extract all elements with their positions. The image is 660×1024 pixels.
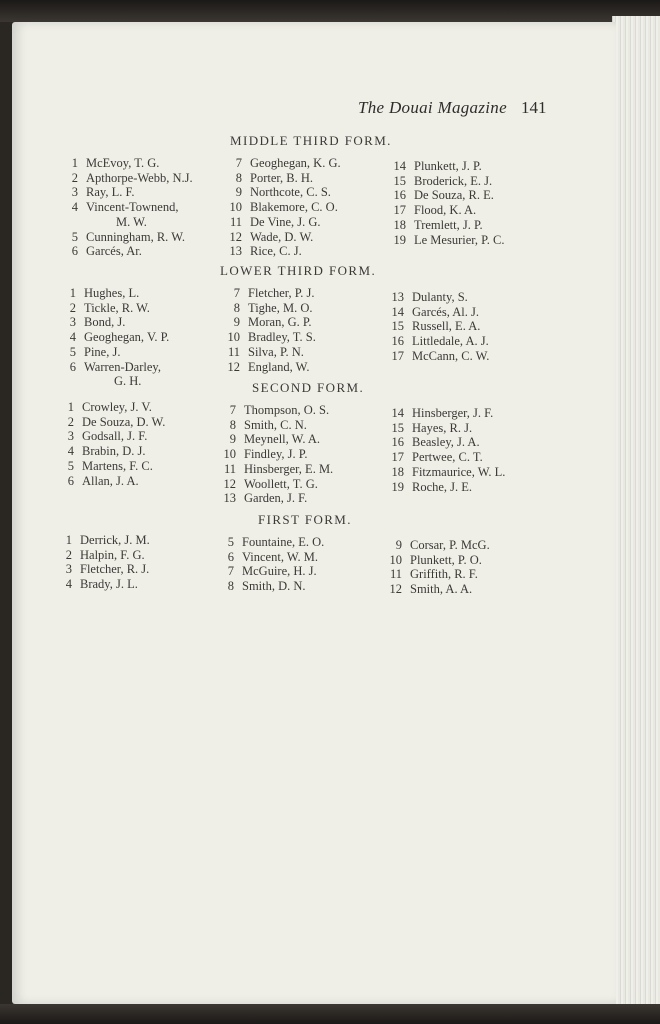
- entry-number: 15: [393, 173, 406, 188]
- entry-name: McCann, C. W.: [412, 348, 490, 363]
- list-item: [214, 564, 317, 579]
- list-item: [54, 459, 153, 474]
- entry-number: 2: [65, 547, 72, 562]
- list-item: [52, 577, 138, 592]
- entry-name: Porter, B. H.: [250, 170, 314, 185]
- entry-number: 13: [229, 244, 242, 259]
- entry-name: Beasley, J. A.: [412, 435, 480, 450]
- entry-name: Brabin, D. J.: [82, 444, 146, 459]
- entry-number: 19: [391, 479, 404, 494]
- list-item: [54, 444, 146, 459]
- list-item: [214, 550, 318, 565]
- entry-number: 3: [65, 562, 72, 577]
- entry-number: 5: [67, 458, 74, 473]
- entry-name: Le Mesurier, P. C.: [414, 232, 505, 247]
- entry-number: 7: [233, 286, 240, 300]
- entry-name: Tremlett, J. P.: [414, 217, 483, 232]
- entry-name: Garden, J. F.: [244, 491, 308, 506]
- list-item: [54, 400, 152, 415]
- entry-name: Roche, J. E.: [412, 479, 473, 494]
- entry-number: 7: [229, 403, 236, 417]
- entry-number: 7: [235, 156, 242, 170]
- list-item: [216, 432, 320, 447]
- list-item: [54, 429, 147, 444]
- list-item: [56, 374, 141, 389]
- entry-number: 5: [227, 535, 234, 549]
- list-item: [386, 218, 483, 233]
- entry-name: Fletcher, R. J.: [80, 562, 150, 577]
- list-item: [384, 406, 493, 421]
- list-item: [386, 233, 504, 248]
- entry-number: 5: [69, 344, 76, 359]
- entry-name: Apthorpe-Webb, N.J.: [86, 170, 193, 185]
- entry-name: Geoghegan, V. P.: [84, 330, 170, 345]
- list-item: [220, 345, 304, 360]
- list-item: [222, 200, 338, 215]
- entry-number: 10: [223, 447, 236, 462]
- entry-name: Derrick, J. M.: [80, 533, 150, 547]
- entry-number: 10: [389, 552, 402, 567]
- entry-number: 11: [227, 344, 240, 359]
- entry-name: Plunkett, P. O.: [410, 552, 482, 567]
- entry-name: Martens, F. C.: [82, 458, 153, 473]
- entry-number: 19: [393, 232, 406, 247]
- entry-name: Cunningham, R. W.: [86, 229, 185, 244]
- form-title: FIRST FORM.: [258, 512, 352, 527]
- list-item: [58, 230, 185, 245]
- entry-number: 8: [235, 170, 242, 185]
- list-item: [220, 286, 315, 301]
- list-item: [222, 185, 331, 200]
- entry-name: Moran, G. P.: [248, 315, 312, 330]
- entry-number: 6: [71, 244, 78, 259]
- list-item: [386, 188, 494, 203]
- list-item: [56, 345, 120, 360]
- entry-name: Hinsberger, E. M.: [244, 461, 334, 476]
- list-item: [56, 301, 150, 316]
- entry-number: 9: [229, 432, 236, 447]
- entry-name: Meynell, W. A.: [244, 432, 321, 447]
- list-item: [386, 174, 492, 189]
- list-item: [382, 582, 472, 597]
- list-item: [222, 171, 313, 186]
- list-item: [56, 360, 161, 375]
- list-item: [216, 477, 318, 492]
- list-item: [214, 579, 306, 594]
- entry-name: Blakemore, C. O.: [250, 200, 338, 215]
- list-item: [58, 244, 142, 259]
- entry-name: De Souza, R. E.: [414, 188, 494, 203]
- entry-number: 3: [69, 315, 76, 330]
- entry-number: 12: [389, 582, 402, 597]
- entry-number: 2: [69, 300, 76, 315]
- entry-name: Smith, C. N.: [244, 417, 307, 432]
- list-item: [220, 315, 312, 330]
- list-item: [58, 200, 178, 215]
- entry-name: Warren-Darley,: [84, 359, 161, 374]
- entry-number: 1: [71, 156, 78, 170]
- entry-number: 8: [233, 300, 240, 315]
- list-item: [216, 418, 307, 433]
- list-item: [220, 301, 312, 316]
- entry-number: 10: [229, 200, 242, 215]
- list-item: [216, 491, 307, 506]
- entry-name: Garcés, Ar.: [86, 244, 142, 259]
- list-item: [214, 535, 324, 550]
- list-item: [54, 474, 139, 489]
- entry-number: 8: [227, 579, 234, 594]
- list-item: [384, 435, 480, 450]
- list-item: [222, 230, 313, 245]
- entry-number: 12: [227, 359, 240, 374]
- entry-number: 6: [69, 359, 76, 374]
- entry-name: G. H.: [114, 374, 142, 389]
- entry-number: 3: [67, 429, 74, 444]
- entry-number: 18: [391, 464, 404, 479]
- entry-name: Bradley, T. S.: [248, 330, 316, 345]
- entry-name: Thompson, O. S.: [244, 403, 330, 417]
- entry-number: 10: [227, 330, 240, 345]
- list-item: [386, 159, 482, 174]
- entry-number: 12: [223, 476, 236, 491]
- entry-number: 15: [391, 420, 404, 435]
- entry-number: 6: [227, 549, 234, 564]
- entry-name: Findley, J. P.: [244, 447, 308, 462]
- entry-name: Hayes, R. J.: [412, 420, 473, 435]
- entry-number: 5: [71, 229, 78, 244]
- entry-number: 1: [65, 533, 72, 547]
- list-item: [220, 360, 309, 375]
- entry-number: 13: [391, 290, 404, 304]
- entry-number: 11: [389, 567, 402, 582]
- entry-name: Fountaine, E. O.: [242, 535, 325, 549]
- entry-number: 11: [229, 214, 242, 229]
- entry-number: 13: [223, 491, 236, 506]
- entry-name: Rice, C. J.: [250, 244, 302, 259]
- entry-name: Halpin, F. G.: [80, 547, 145, 562]
- list-item: [382, 538, 490, 553]
- entry-name: Plunkett, J. P.: [414, 159, 482, 173]
- entry-name: Pine, J.: [84, 344, 121, 359]
- entry-name: McEvoy, T. G.: [86, 156, 160, 170]
- list-item: [216, 447, 307, 462]
- entry-number: 12: [229, 229, 242, 244]
- magazine-title: The Douai Magazine: [358, 98, 507, 117]
- entry-number: 9: [395, 538, 402, 552]
- entry-name: Tickle, R. W.: [84, 300, 150, 315]
- entry-name: Littledale, A. J.: [412, 334, 489, 349]
- entry-number: 2: [71, 170, 78, 185]
- book-binding-top: [0, 0, 660, 22]
- entry-number: 17: [391, 450, 404, 465]
- entry-number: 14: [391, 406, 404, 420]
- entry-name: Griffith, R. F.: [410, 567, 478, 582]
- entry-name: Wade, D. W.: [250, 229, 314, 244]
- entry-name: Vincent, W. M.: [242, 549, 318, 564]
- list-item: [222, 244, 302, 259]
- list-item: [52, 562, 149, 577]
- list-item: [384, 465, 505, 480]
- list-item: [382, 553, 482, 568]
- form-title: LOWER THIRD FORM.: [220, 263, 377, 278]
- list-item: [56, 286, 139, 301]
- entry-name: Russell, E. A.: [412, 319, 481, 334]
- entry-number: 14: [393, 159, 406, 173]
- entry-number: 9: [233, 315, 240, 330]
- entry-number: 11: [223, 461, 236, 476]
- form-title: MIDDLE THIRD FORM.: [230, 133, 392, 148]
- entry-number: 4: [67, 444, 74, 459]
- list-item: [58, 156, 159, 171]
- entry-name: Corsar, P. McG.: [410, 538, 490, 552]
- list-item: [56, 330, 169, 345]
- list-item: [56, 315, 125, 330]
- entry-name: Tighe, M. O.: [248, 300, 313, 315]
- entry-name: M. W.: [116, 214, 147, 229]
- entry-name: Hughes, L.: [84, 286, 140, 300]
- entry-name: Smith, A. A.: [410, 582, 473, 597]
- entry-name: Northcote, C. S.: [250, 185, 331, 200]
- entry-name: De Souza, D. W.: [82, 414, 166, 429]
- entry-name: Hinsberger, J. F.: [412, 406, 494, 420]
- list-item: [58, 185, 135, 200]
- list-item: [52, 548, 145, 563]
- entry-name: Silva, P. N.: [248, 344, 304, 359]
- entry-number: 8: [229, 417, 236, 432]
- entry-number: 14: [391, 304, 404, 319]
- list-item: [222, 156, 341, 171]
- list-item: [384, 290, 468, 305]
- form-title: SECOND FORM.: [252, 380, 365, 395]
- running-header: [358, 98, 568, 118]
- entry-name: Fitzmaurice, W. L.: [412, 464, 506, 479]
- entry-name: Brady, J. L.: [80, 577, 138, 592]
- list-item: [384, 334, 489, 349]
- entry-name: Crowley, J. V.: [82, 400, 152, 414]
- entry-name: Woollett, T. G.: [244, 476, 318, 491]
- entry-number: 1: [69, 286, 76, 300]
- entry-name: McGuire, H. J.: [242, 564, 317, 579]
- entry-number: 2: [67, 414, 74, 429]
- entry-name: Dulanty, S.: [412, 290, 468, 304]
- entry-number: 15: [391, 319, 404, 334]
- entry-number: 4: [65, 577, 72, 592]
- entry-number: 4: [69, 330, 76, 345]
- entry-name: Pertwee, C. T.: [412, 450, 483, 465]
- list-item: [216, 403, 329, 418]
- entry-name: Ray, L. F.: [86, 185, 135, 200]
- list-item: [54, 415, 165, 430]
- entry-name: Smith, D. N.: [242, 579, 306, 594]
- entry-name: Godsall, J. F.: [82, 429, 148, 444]
- entry-name: Vincent-Townend,: [86, 200, 179, 215]
- entry-number: 6: [67, 473, 74, 488]
- list-item: [216, 462, 333, 477]
- entry-number: 18: [393, 217, 406, 232]
- entry-name: Broderick, E. J.: [414, 173, 493, 188]
- entry-name: De Vine, J. G.: [250, 214, 321, 229]
- list-item: [222, 215, 321, 230]
- entry-number: 1: [67, 400, 74, 414]
- list-item: [382, 567, 478, 582]
- entry-number: 4: [71, 200, 78, 215]
- list-item: [386, 203, 476, 218]
- entry-name: Fletcher, P. J.: [248, 286, 315, 300]
- entry-number: 16: [391, 334, 404, 349]
- list-item: [384, 349, 489, 364]
- page-edges: [612, 16, 660, 1008]
- list-item: [384, 480, 472, 495]
- list-item: [58, 215, 147, 230]
- list-item: [384, 421, 472, 436]
- list-item: [384, 450, 483, 465]
- list-item: [52, 533, 150, 548]
- page-number: 141: [520, 98, 547, 117]
- list-item: [384, 305, 479, 320]
- entry-name: Allan, J. A.: [82, 473, 139, 488]
- entry-number: 9: [235, 185, 242, 200]
- entry-number: 17: [393, 203, 406, 218]
- entry-name: Flood, K. A.: [414, 203, 477, 218]
- entry-number: 17: [391, 348, 404, 363]
- book-binding-bottom: [0, 1004, 660, 1024]
- list-item: [384, 319, 480, 334]
- entry-number: 16: [393, 188, 406, 203]
- entry-name: Garcés, Al. J.: [412, 304, 479, 319]
- entry-name: Bond, J.: [84, 315, 126, 330]
- list-item: [220, 330, 316, 345]
- list-item: [58, 171, 193, 186]
- entry-number: 7: [227, 564, 234, 579]
- entry-number: 3: [71, 185, 78, 200]
- entry-name: Geoghegan, K. G.: [250, 156, 341, 170]
- entry-name: England, W.: [248, 359, 310, 374]
- entry-number: 16: [391, 435, 404, 450]
